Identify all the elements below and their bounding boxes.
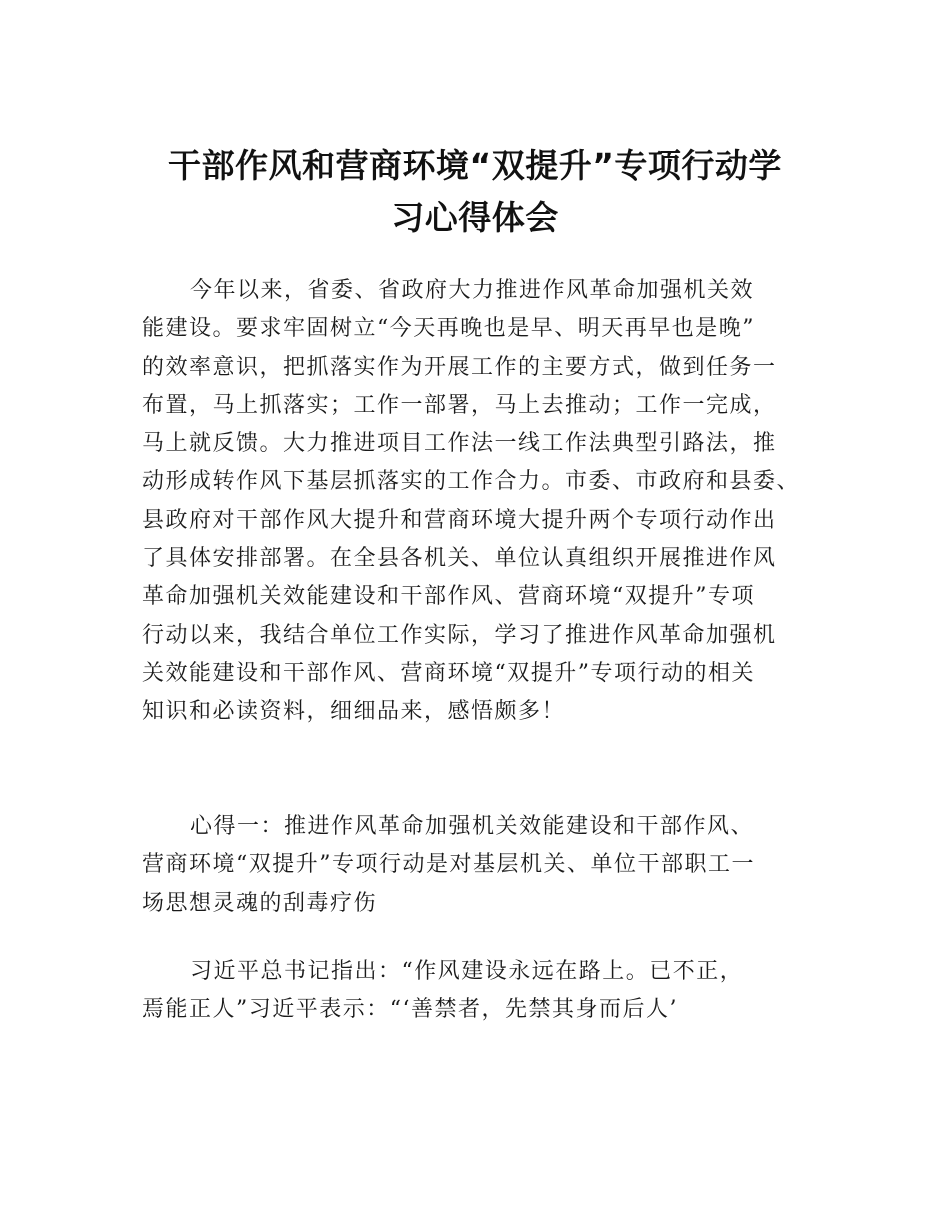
title-line-1: 干部作风和营商环境“双提升”专项行动学 [168,146,782,185]
paragraph-line: 习近平总书记指出：“作风建设永远在路上。已不正， [190,959,744,984]
paragraph-line: 革命加强机关效能建设和干部作风、营商环境“双提升”专项 [142,584,755,610]
paragraph-line: 知识和必读资料，细细品来，感悟颇多！ [142,699,566,725]
paragraph-line: 场思想灵魂的刮毒疗伤 [142,890,378,916]
title-line-2: 习心得体会 [391,198,559,237]
paragraph-line: 行动以来，我结合单位工作实际，学习了推进作风革命加强机 [142,622,777,648]
paragraph-line: 心得一：推进作风革命加强机关效能建设和干部作风、 [190,814,755,839]
paragraph-line: 关效能建设和干部作风、营商环境“双提升”专项行动的相关 [142,660,755,686]
document-title [130,140,820,244]
paragraph-line: 县政府对干部作风大提升和营商环境大提升两个专项行动作出 [142,507,777,533]
paragraph-line: 动形成转作风下基层抓落实的工作合力。市委、市政府和县委、 [142,469,801,495]
paragraph-line: 的效率意识，把抓落实作为开展工作的主要方式，做到任务一 [142,354,777,380]
paragraph-line: 营商环境“双提升”专项行动是对基层机关、单位干部职工一 [142,852,755,878]
paragraph-line: 了具体安排部署。在全县各机关、单位认真组织开展推进作风 [142,546,777,572]
paragraph-line: 马上就反馈。大力推进项目工作法一线工作法典型引路法，推 [142,431,777,457]
paragraph-line: 能建设。要求牢固树立“今天再晚也是早、明天再早也是晚” [142,316,755,342]
paragraph-line: 布置，马上抓落实；工作一部署，马上去推动；工作一完成， [142,392,777,418]
section-heading-paragraph [142,808,832,923]
paragraph-quote [142,953,832,1030]
paragraph-line: 焉能正人”习近平表示：“‘善禁者，先禁其身而后人’ [142,997,678,1023]
paragraph-intro [142,272,832,732]
paragraph-line: 今年以来，省委、省政府大力推进作风革命加强机关效 [190,278,755,303]
